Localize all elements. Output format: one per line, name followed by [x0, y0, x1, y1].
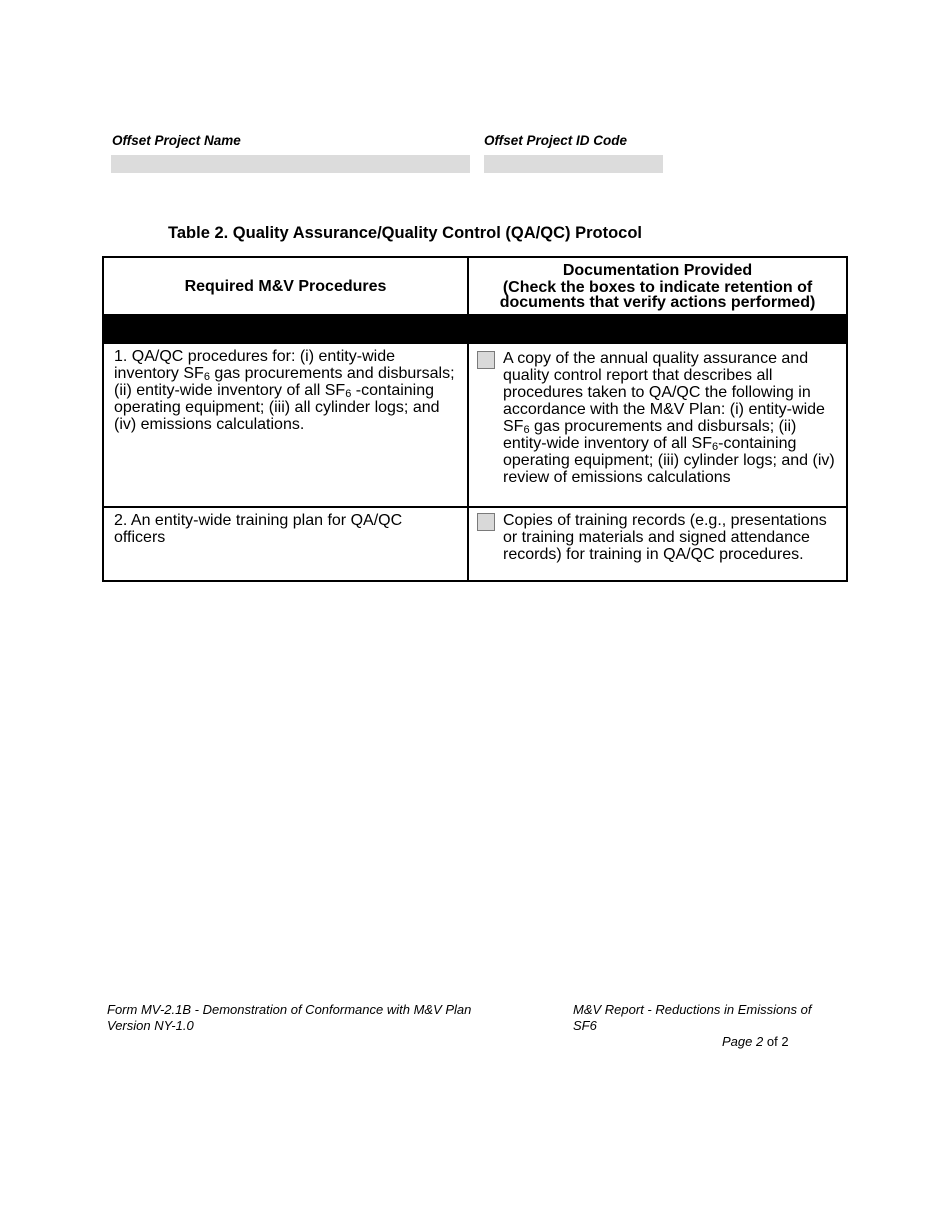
table-row	[103, 507, 847, 581]
project-name-field[interactable]	[111, 155, 470, 173]
project-name-label: Offset Project Name	[112, 133, 241, 148]
documentation-text: Copies of training records (e.g., presentations or training materials and signed attendance records) for training in QA/QC procedures.	[503, 512, 827, 563]
documentation-header-title: Documentation Provided	[562, 262, 753, 279]
documentation-cell	[468, 507, 847, 581]
table-header-row	[103, 257, 847, 315]
table-row	[103, 343, 847, 507]
documentation-header-instructions: (Check the boxes to indicate retention of documents that verify actions performed)	[499, 279, 816, 311]
project-id-label: Offset Project ID Code	[484, 133, 628, 148]
procedure-cell: 1. QA/QC procedures for: (i) entity-wide inventory $SF_6$ gas procurements and disbursals; (ii) entity-wide inventory of all $SF_6$ -containing operating equipment; (iii) all cylinder logs; and (iv) emissions calculations.	[103, 343, 468, 507]
footer-right	[573, 1002, 831, 1050]
procedure-cell: 2. An entity-wide training plan for QA/QC officers	[103, 507, 468, 581]
section-divider-row	[103, 315, 847, 343]
documentation-column-header	[468, 257, 847, 315]
page-number: Page 2 of 2	[722, 1034, 789, 1049]
version-label: Version NY-1.0	[107, 1018, 194, 1033]
qa-qc-table	[102, 256, 848, 582]
project-id-field[interactable]	[484, 155, 663, 173]
documentation-checkbox[interactable]	[477, 513, 495, 531]
section-divider	[103, 315, 847, 343]
table-title: Table 2. Quality Assurance/Quality Control (QA/QC) Protocol	[168, 224, 642, 242]
form-title: Form MV-2.1B - Demonstration of Conformance with M&V Plan	[107, 1002, 472, 1017]
footer-left	[107, 1002, 471, 1034]
documentation-cell	[468, 343, 847, 507]
documentation-checkbox[interactable]	[477, 351, 495, 369]
procedures-column-header: Required M&V Procedures	[103, 257, 468, 315]
documentation-text: A copy of the annual quality assurance and quality control report that describes all procedures taken to QA/QC the following in accordance with the M&V Plan: (i) entity-wide $SF_6$ gas procurements and disbursals; (ii) entity-wide inventory of all $SF_6$-containing operating equipment; (iii) cylinder logs; and (iv) review of emissions calculations	[503, 350, 835, 486]
report-title: M&V Report - Reductions in Emissions of SF6	[573, 1002, 812, 1033]
